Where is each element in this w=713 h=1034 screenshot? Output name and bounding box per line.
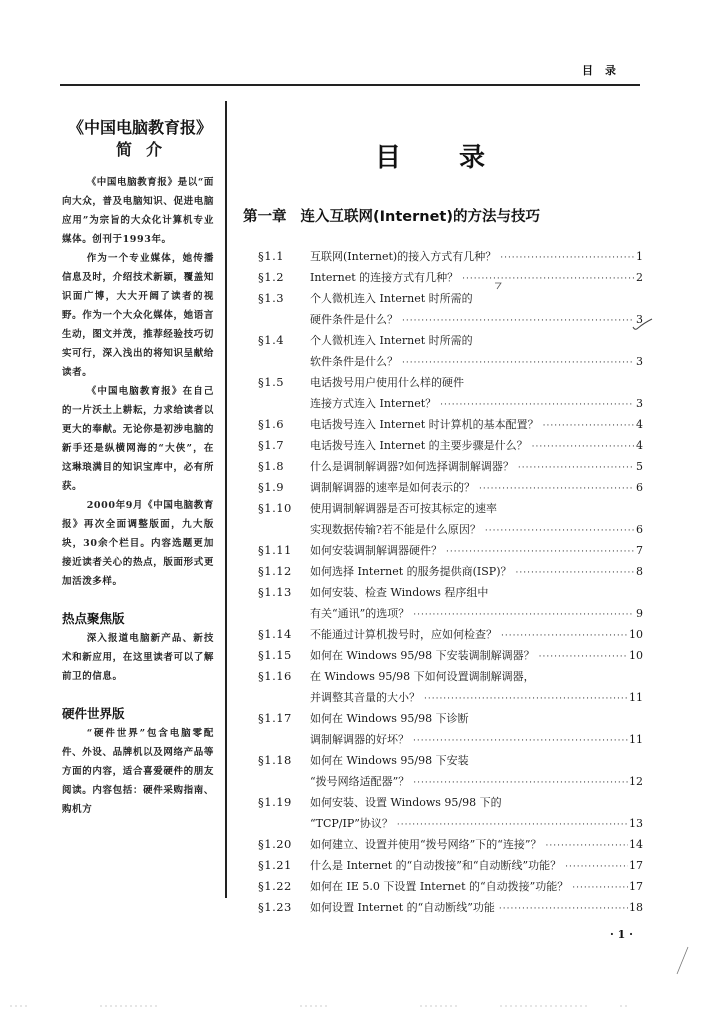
section-number: §1.14 [258, 627, 292, 641]
dot-leader [546, 836, 629, 857]
entry-title: 如何安装、检查 Windows 程序组中 [310, 586, 489, 599]
page-ref: 14 [629, 838, 643, 851]
entry-title: 不能通过计算机拨号时，应如何检查？ [310, 628, 497, 641]
toc-entry[interactable] [258, 330, 643, 372]
page-ref: 18 [629, 901, 643, 914]
toc-line [258, 414, 643, 435]
dot-leader [565, 857, 628, 878]
dot-leader [413, 605, 634, 626]
entry-title: 电话拨号用户使用什么样的硬件 [310, 376, 464, 389]
toc-entry[interactable] [258, 267, 643, 288]
toc-line [258, 750, 643, 771]
entry-title: Internet 的连接方式有几种？ [310, 271, 459, 284]
page-ref: 3 [636, 355, 643, 368]
page-ref: 12 [629, 775, 643, 788]
entry-title: 调制解调器的速率是如何表示的？ [310, 481, 475, 494]
page-ref: 2 [636, 271, 643, 284]
entry-title: 使用调制解调器是否可按其标定的速率 [310, 502, 497, 515]
section-number: §1.20 [258, 837, 292, 851]
section-number: §1.22 [258, 879, 292, 893]
section-heading: 热点聚焦版 [62, 611, 125, 626]
entry-title: 电话拨号连入 Internet 时计算机的基本配置？ [310, 418, 539, 431]
page-ref: 10 [629, 649, 643, 662]
section-number: §1.16 [258, 669, 292, 683]
toc-line [258, 792, 643, 813]
section-heading: 硬件世界版 [62, 706, 125, 721]
section-text: 深入报道电脑新产品、新技术和新应用，在这里读者可以了解前卫的信息。 [62, 633, 214, 682]
page-ref: 11 [629, 691, 643, 704]
dot-leader [499, 899, 628, 920]
section-number: §1.6 [258, 417, 285, 431]
chapter-number: 第一章 [243, 209, 287, 225]
section-number: §1.18 [258, 753, 292, 767]
toc-entry[interactable] [258, 624, 643, 645]
toc-entry[interactable] [258, 414, 643, 435]
page-ref: 5 [636, 460, 643, 473]
entry-title: 个人微机连入 Internet 时所需的 [310, 334, 473, 347]
toc-line [258, 393, 643, 414]
entry-title: 如何在 IE 5.0 下设置 Internet 的“自动拨接”功能？ [310, 880, 569, 893]
section-number: §1.8 [258, 459, 285, 473]
section-number: §1.9 [258, 480, 285, 494]
spacer [62, 686, 214, 704]
page-ref: 6 [636, 523, 643, 536]
entry-title: 如何安装调制解调器硬件？ [310, 544, 442, 557]
section-number: §1.17 [258, 711, 292, 725]
pencil-slash-icon [675, 946, 689, 976]
toc-entry[interactable] [258, 876, 643, 897]
toc-entry[interactable] [258, 750, 643, 792]
page-ref: 9 [636, 607, 643, 620]
toc-entry[interactable] [258, 540, 643, 561]
dot-leader [532, 437, 634, 458]
toc-line [258, 351, 643, 372]
toc-entry[interactable] [258, 372, 643, 414]
chapter-heading[interactable] [243, 205, 540, 226]
entry-title: 个人微机连入 Internet 时所需的 [310, 292, 473, 305]
page-ref: 17 [629, 859, 643, 872]
entry-title: “TCP/IP”协议？ [310, 817, 393, 830]
toc-line [258, 372, 643, 393]
entry-title: 什么是 Internet 的“自动拨接”和“自动断线”功能？ [310, 859, 562, 872]
chapter-title: 连入互联网(Internet)的方法与技巧 [300, 209, 540, 225]
section-number: §1.1 [258, 249, 285, 263]
entry-title: 如何在 Windows 95/98 下诊断 [310, 712, 469, 725]
toc-entry[interactable] [258, 708, 643, 750]
dot-leader [516, 563, 635, 584]
entry-title: 有关“通讯”的选项？ [310, 607, 410, 620]
sidebar-section-hotspot [62, 609, 214, 686]
entry-title: 如何建立、设置并使用“拨号网络”下的“连接”？ [310, 838, 542, 851]
toc-line [258, 561, 643, 582]
entry-title: 电话拨号连入 Internet 的主要步骤是什么？ [310, 439, 528, 452]
toc-line [258, 729, 643, 750]
toc-entry[interactable] [258, 834, 643, 855]
entry-title: 如何在 Windows 95/98 下安装调制解调器？ [310, 649, 535, 662]
entry-title: 互联网(Internet)的接入方式有几种？ [310, 250, 497, 263]
page-ref: 7 [636, 544, 643, 557]
toc-entry[interactable] [258, 246, 643, 267]
sidebar-paragraph: 《中国电脑教育报》是以“面向大众，普及电脑知识、促进电脑应用”为宗旨的大众化计算机专业媒体。创刊于1993年。 [62, 177, 214, 245]
toc-line [258, 603, 643, 624]
toc-entry[interactable] [258, 435, 643, 456]
toc-line [258, 435, 643, 456]
dot-leader [446, 542, 634, 563]
entry-title: 实现数据传输?若不能是什么原因？ [310, 523, 481, 536]
entry-title: 如何安装、设置 Windows 95/98 下的 [310, 796, 502, 809]
section-number: §1.7 [258, 438, 285, 452]
toc-line [258, 456, 643, 477]
dot-leader [500, 248, 634, 269]
sidebar-section-hardware [62, 704, 214, 819]
page-ref: 3 [636, 397, 643, 410]
page-ref: 17 [629, 880, 643, 893]
entry-title: 调制解调器的好坏？ [310, 733, 409, 746]
toc-line [258, 645, 643, 666]
section-number: §1.3 [258, 291, 285, 305]
toc-entry[interactable] [258, 582, 643, 624]
column-divider [225, 101, 227, 898]
toc-line [258, 582, 643, 603]
section-number: §1.23 [258, 900, 292, 914]
entry-title: 如何在 Windows 95/98 下安装 [310, 754, 469, 767]
toc-entry[interactable] [258, 288, 643, 330]
entry-title: 如何设置 Internet 的“自动断线”功能 [310, 901, 495, 914]
dot-leader [485, 521, 634, 542]
sidebar-subtitle: 简介 [115, 140, 176, 159]
toc-title: 目录 [375, 143, 544, 173]
dot-leader [413, 731, 628, 752]
dot-leader [402, 311, 634, 332]
toc-line [258, 855, 643, 876]
page-ref: 8 [636, 565, 643, 578]
toc-list [258, 246, 643, 918]
page-ref: 3 [636, 313, 643, 326]
header-rule [60, 84, 640, 86]
dot-leader [397, 815, 628, 836]
dot-leader [572, 878, 628, 899]
toc-entry[interactable] [258, 855, 643, 876]
page-ref: 13 [629, 817, 643, 830]
toc-entry[interactable] [258, 456, 643, 477]
toc-line [258, 876, 643, 897]
toc-line [258, 834, 643, 855]
section-number: §1.11 [258, 543, 292, 557]
sidebar-paragraph: 作为一个专业媒体，她传播信息及时，介绍技术新颖，覆盖知识面广博，大大开阔了读者的视野。作为一个大众化媒体，她语言生动，图文并茂，推荐经验技巧切实可行，深入浅出的将知识呈献给读者。 [62, 253, 214, 378]
sidebar-title: 《中国电脑教育报》 [67, 118, 212, 137]
page-ref: 4 [636, 439, 643, 452]
toc-line [258, 687, 643, 708]
dot-leader [539, 647, 628, 668]
page-ref: 6 [636, 481, 643, 494]
toc-line [258, 309, 643, 330]
page-ref: 1 [636, 250, 643, 263]
toc-entry[interactable] [258, 897, 643, 918]
entry-title: “拨号网络适配器”？ [310, 775, 410, 788]
running-head: 目录 [582, 64, 628, 77]
page-number: · 1 · [610, 928, 633, 941]
dot-leader [424, 689, 628, 710]
sidebar-paragraph: 《中国电脑教育报》在自己的一片沃土上耕耘，力求给读者以更大的奉献。无论你是初涉电脑的新手还是纵横网海的“大侠”，在这琳琅满目的知识宝库中，必有所获。 [62, 386, 214, 492]
toc-line [258, 330, 643, 351]
section-number: §1.4 [258, 333, 285, 347]
page-ref: 4 [636, 418, 643, 431]
dot-leader [501, 626, 628, 647]
toc-line [258, 519, 643, 540]
toc-entry[interactable] [258, 561, 643, 582]
section-number: §1.13 [258, 585, 292, 599]
page-ref: 11 [629, 733, 643, 746]
spacer [62, 591, 214, 609]
section-number: §1.5 [258, 375, 285, 389]
toc-entry[interactable] [258, 498, 643, 540]
toc-line [258, 288, 643, 309]
toc-line [258, 246, 643, 267]
entry-title: 硬件条件是什么？ [310, 313, 398, 326]
toc-entry[interactable] [258, 792, 643, 834]
section-number: §1.2 [258, 270, 285, 284]
toc-line [258, 771, 643, 792]
entry-title: 连接方式连入 Internet？ [310, 397, 437, 410]
toc-line [258, 813, 643, 834]
toc-entry[interactable] [258, 645, 643, 666]
toc-line [258, 267, 643, 288]
toc-line [258, 540, 643, 561]
section-number: §1.10 [258, 501, 292, 515]
entry-title: 软件条件是什么？ [310, 355, 398, 368]
dot-leader [462, 269, 634, 290]
toc-line [258, 624, 643, 645]
dot-leader [440, 395, 634, 416]
section-number: §1.21 [258, 858, 292, 872]
page-ref: 10 [629, 628, 643, 641]
toc-entry[interactable] [258, 477, 643, 498]
entry-title: 什么是调制解调器?如何选择调制解调器？ [310, 460, 514, 473]
dot-leader [413, 773, 628, 794]
scan-noise [0, 1000, 713, 1012]
toc-line [258, 666, 643, 687]
entry-title: 如何选择 Internet 的服务提供商(ISP)？ [310, 565, 512, 578]
toc-line [258, 498, 643, 519]
toc-line [258, 708, 643, 729]
entry-title: 在 Windows 95/98 下如何设置调制解调器， [310, 670, 535, 683]
sidebar-paragraph: 2000年9月《中国电脑教育报》再次全面调整版面，九大版块，30余个栏目。内容选题更加接近读者关心的热点，版面形式更加活泼多样。 [62, 500, 214, 587]
dot-leader [518, 458, 634, 479]
section-number: §1.19 [258, 795, 292, 809]
sidebar-intro [62, 116, 214, 819]
toc-entry[interactable] [258, 666, 643, 708]
toc-line [258, 897, 643, 918]
dot-leader [543, 416, 634, 437]
section-text: “硬件世界”包含电脑零配件、外设、品牌机以及网络产品等方面的内容，适合喜爱硬件的朋友阅读。内容包括：硬件采购指南、购机方 [62, 728, 214, 815]
section-number: §1.12 [258, 564, 292, 578]
dot-leader [402, 353, 634, 374]
section-number: §1.15 [258, 648, 292, 662]
entry-title: 并调整其音量的大小？ [310, 691, 420, 704]
toc-line [258, 477, 643, 498]
dot-leader [479, 479, 634, 500]
